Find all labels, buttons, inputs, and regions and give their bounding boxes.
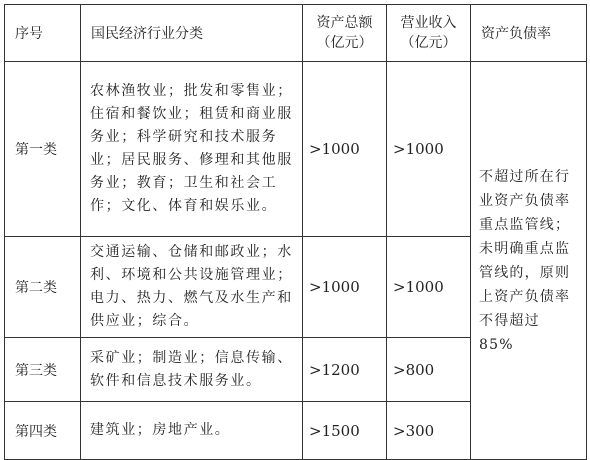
header-revenue-line1: 营业收入	[400, 15, 457, 31]
industry-classification-table	[4, 4, 587, 460]
header-assets-line1: 资产总额	[316, 15, 373, 31]
category-cell: 第四类	[5, 402, 81, 460]
header-seq: 序号	[5, 5, 81, 62]
revenue-cell: >300	[387, 402, 471, 460]
header-row	[5, 5, 587, 62]
industry-cell: 农林渔牧业；批发和零售业；住宿和餐饮业；租赁和商业服务业；科学研究和技术服务业；居民服务、修理和其他服务业；教育；卫生和社会工作；文化、体育和娱乐业。	[81, 62, 303, 237]
header-industry: 国民经济行业分类	[81, 5, 303, 62]
revenue-cell: >800	[387, 338, 471, 402]
assets-cell: >1000	[303, 62, 387, 237]
debt-ratio-note-cell: 不超过所在行业资产负债率重点监管线；未明确重点监管线的，原则上资产负债率不得超过 85%	[471, 62, 587, 460]
category-cell: 第一类	[5, 62, 81, 237]
header-assets	[303, 5, 387, 62]
header-revenue	[387, 5, 471, 62]
category-cell: 第三类	[5, 338, 81, 402]
header-assets-line2: （亿元）	[316, 35, 373, 51]
category-cell: 第二类	[5, 237, 81, 338]
table-row	[5, 62, 587, 237]
assets-cell: >1200	[303, 338, 387, 402]
assets-cell: >1500	[303, 402, 387, 460]
revenue-cell: >1000	[387, 62, 471, 237]
industry-cell: 建筑业；房地产业。	[81, 402, 303, 460]
revenue-cell: >1000	[387, 237, 471, 338]
header-revenue-line2: （亿元）	[400, 35, 457, 51]
industry-cell: 交通运输、仓储和邮政业；水利、环境和公共设施管理业；电力、热力、燃气及水生产和供应业；综合。	[81, 237, 303, 338]
assets-cell: >1000	[303, 237, 387, 338]
header-ratio: 资产负债率	[471, 5, 587, 62]
industry-cell: 采矿业；制造业；信息传输、软件和信息技术服务业。	[81, 338, 303, 402]
